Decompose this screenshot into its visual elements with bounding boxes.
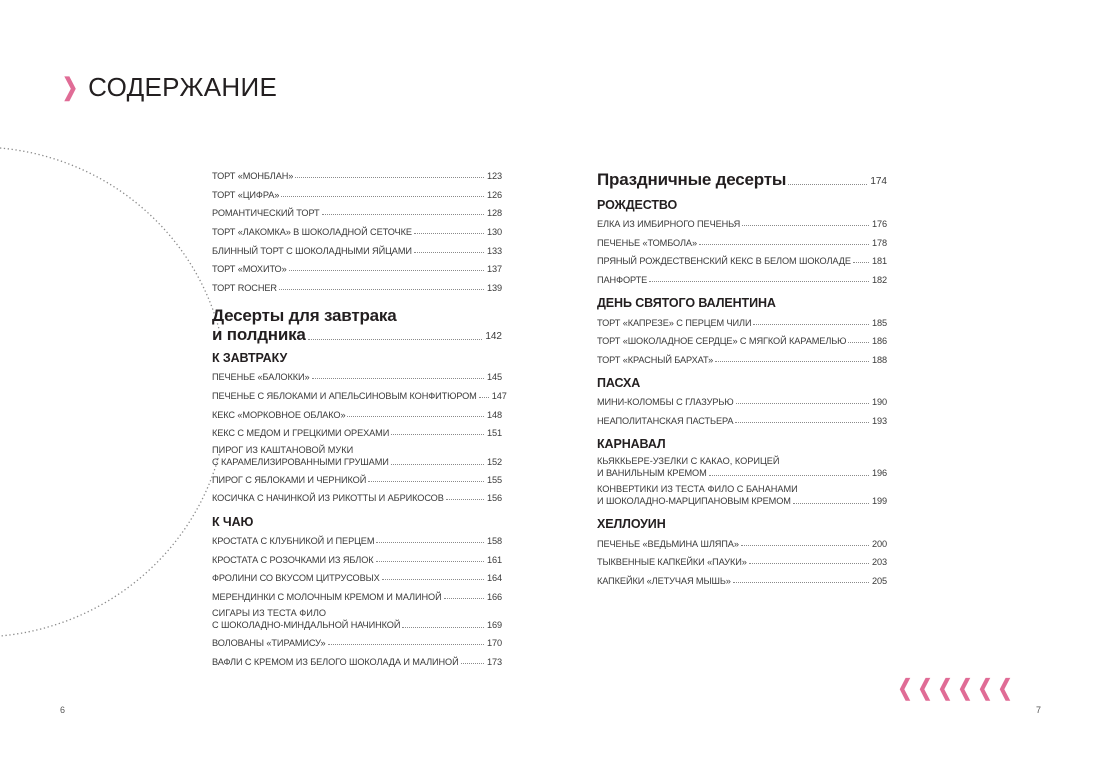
- entry-page-number: 123: [486, 171, 502, 182]
- entry-title: КЕКС «МОРКОВНОЕ ОБЛАКО»: [212, 409, 346, 420]
- toc-group-breakfast: [212, 368, 507, 508]
- leader-dots: [414, 233, 484, 234]
- left-page-number: 6: [60, 705, 66, 715]
- toc-right-column: [597, 170, 887, 590]
- toc-entry-row: [597, 467, 887, 479]
- entry-title: КАПКЕЙКИ «ЛЕТУЧАЯ МЫШЬ»: [597, 575, 731, 586]
- toc-entry[interactable]: [212, 443, 502, 471]
- entry-title: ПЕЧЕНЬЕ С ЯБЛОКАМИ И АПЕЛЬСИНОВЫМ КОНФИТЮРОМ: [212, 391, 477, 402]
- toc-entry-row: [212, 588, 502, 607]
- leader-dots: [376, 542, 484, 543]
- page-title: СОДЕРЖАНИЕ: [88, 72, 278, 102]
- entry-page-number: 181: [871, 256, 887, 267]
- decorative-dotted-arc: [0, 0, 220, 770]
- leader-dots: [322, 214, 484, 215]
- entry-title: БЛИННЫЙ ТОРТ С ШОКОЛАДНЫМИ ЯЙЦАМИ: [212, 245, 412, 256]
- entry-title: ПЕЧЕНЬЕ «ВЕДЬМИНА ШЛЯПА»: [597, 538, 739, 549]
- entry-title: ТОРТ «МОХИТО»: [212, 264, 287, 275]
- toc-group-easter: [597, 393, 887, 430]
- section-page: 174: [870, 176, 887, 187]
- leader-dots: [793, 503, 869, 504]
- toc-left-column: [212, 167, 507, 671]
- chevron-left-icon: ❮: [897, 675, 913, 700]
- entry-title: И ШОКОЛАДНО-МАРЦИПАНОВЫМ КРЕМОМ: [597, 496, 791, 507]
- leader-dots: [699, 244, 869, 245]
- leader-dots: [444, 598, 484, 599]
- toc-section-breakfast: [212, 306, 502, 344]
- leader-dots: [753, 324, 869, 325]
- toc-entry[interactable]: [597, 271, 887, 290]
- chevron-left-icon: ❮: [937, 675, 953, 700]
- entry-title-line1: КЬЯККЬЕРЕ-УЗЕЛКИ С КАКАО, КОРИЦЕЙ: [597, 456, 780, 467]
- entry-title: ЕЛКА ИЗ ИМБИРНОГО ПЕЧЕНЬЯ: [597, 219, 741, 230]
- leader-dots: [382, 579, 484, 580]
- right-page-number: 7: [1036, 705, 1042, 715]
- entry-page-number: 155: [486, 474, 502, 485]
- entry-title: МЕРЕНДИНКИ С МОЛОЧНЫМ КРЕМОМ И МАЛИНОЙ: [212, 591, 442, 602]
- leader-dots: [308, 339, 483, 340]
- entry-title: ПРЯНЫЙ РОЖДЕСТВЕНСКИЙ КЕКС В БЕЛОМ ШОКОЛАДЕ: [597, 256, 851, 267]
- entry-title-line1: ПИРОГ ИЗ КАШТАНОВОЙ МУКИ: [212, 444, 354, 455]
- entry-page-number: 200: [871, 538, 887, 549]
- toc-entry-row: [212, 489, 502, 508]
- entry-title: ВАФЛИ С КРЕМОМ ИЗ БЕЛОГО ШОКОЛАДА И МАЛИНОЙ: [212, 656, 459, 667]
- toc-entry-row: [597, 351, 887, 370]
- chevron-right-icon: ❯: [62, 73, 79, 101]
- leader-dots: [281, 196, 484, 197]
- toc-entry[interactable]: [212, 387, 507, 406]
- entry-page-number: 158: [486, 536, 502, 547]
- entry-page-number: 145: [486, 372, 502, 383]
- subsection-title: ПАСХА: [597, 376, 641, 391]
- leader-dots: [736, 403, 869, 404]
- entry-title: ТОРТ «МОНБЛАН»: [212, 171, 294, 182]
- entry-page-number: 126: [486, 189, 502, 200]
- toc-entry[interactable]: [597, 412, 887, 431]
- entry-page-number: 147: [491, 391, 507, 402]
- entry-title: ТОРТ «ШОКОЛАДНОЕ СЕРДЦЕ» С МЯГКОЙ КАРАМЕЛЬЮ: [597, 336, 847, 347]
- entry-page-number: 128: [486, 208, 502, 219]
- entry-title: И ВАНИЛЬНЫМ КРЕМОМ: [597, 468, 707, 479]
- toc-entry-row: [212, 424, 502, 443]
- entry-title: ПЕЧЕНЬЕ «ТОМБОЛА»: [597, 237, 697, 248]
- toc-entry-row: [597, 271, 887, 290]
- leader-dots: [391, 464, 484, 465]
- entry-page-number: 186: [871, 336, 887, 347]
- entry-page-number: 152: [486, 456, 502, 467]
- entry-title: ПЕЧЕНЬЕ «БАЛОККИ»: [212, 372, 310, 383]
- subsection-title: РОЖДЕСТВО: [597, 198, 678, 212]
- toc-group-tea: [212, 532, 502, 672]
- entry-title: МИНИ-КОЛОМБЫ С ГЛАЗУРЬЮ: [597, 397, 734, 408]
- toc-entry-row: [212, 456, 502, 468]
- toc-entry[interactable]: [212, 606, 502, 634]
- section-page: 142: [485, 331, 502, 343]
- toc-entry[interactable]: [212, 588, 502, 607]
- leader-dots: [848, 342, 869, 343]
- leader-dots: [733, 582, 869, 583]
- toc-entry-row: [212, 260, 502, 279]
- toc-entry[interactable]: [212, 424, 502, 443]
- leader-dots: [295, 177, 484, 178]
- toc-entry-row: [212, 550, 502, 569]
- toc-entry-row: [212, 405, 502, 424]
- toc-entry-row: [212, 186, 502, 205]
- entry-page-number: 173: [486, 656, 502, 667]
- chevron-left-icon: ❮: [957, 675, 973, 700]
- entry-page-number: 203: [871, 557, 887, 568]
- entry-title: ПИРОГ С ЯБЛОКАМИ И ЧЕРНИКОЙ: [212, 474, 367, 485]
- leader-dots: [649, 281, 869, 282]
- toc-entry[interactable]: [212, 260, 502, 279]
- leader-dots: [741, 545, 869, 546]
- toc-entry[interactable]: [597, 393, 887, 412]
- entry-title: ТОРТ «КРАСНЫЙ БАРХАТ»: [597, 354, 714, 365]
- entry-page-number: 178: [871, 237, 887, 248]
- toc-entry[interactable]: [597, 215, 887, 234]
- leader-dots: [376, 561, 484, 562]
- toc-entry-row: [597, 412, 887, 431]
- section-title-line1: Десерты для завтрака: [212, 306, 397, 326]
- entry-title-line1: КОНВЕРТИКИ ИЗ ТЕСТА ФИЛО С БАНАНАМИ: [597, 484, 798, 495]
- toc-entry-row: [212, 634, 502, 653]
- leader-dots: [347, 416, 483, 417]
- subsection-title: К ЗАВТРАКУ: [212, 351, 288, 366]
- toc-entry[interactable]: [212, 204, 502, 223]
- toc-entry[interactable]: [597, 313, 887, 332]
- toc-entry-row: [212, 653, 502, 672]
- leader-dots: [735, 422, 869, 423]
- entry-title: ПАНФОРТЕ: [597, 275, 648, 286]
- toc-entry-row: [212, 471, 502, 490]
- toc-entry-row: [597, 534, 887, 553]
- entry-page-number: 148: [486, 409, 502, 420]
- leader-dots: [402, 627, 484, 628]
- toc-entry[interactable]: [212, 569, 502, 588]
- toc-entry-row: [597, 313, 887, 332]
- entry-page-number: 193: [871, 416, 887, 427]
- entry-title: ВОЛОВАНЫ «ТИРАМИСУ»: [212, 638, 326, 649]
- toc-entry[interactable]: [597, 332, 887, 351]
- toc-entry-row: [597, 252, 887, 271]
- leader-dots: [446, 499, 484, 500]
- toc-section-row[interactable]: [597, 170, 887, 189]
- toc-entry-row: [212, 204, 502, 223]
- entry-title: ТОРТ «ЛАКОМКА» В ШОКОЛАДНОЙ СЕТОЧКЕ: [212, 227, 412, 238]
- entry-page-number: 139: [486, 282, 502, 293]
- toc-entry[interactable]: [212, 186, 502, 205]
- entry-page-number: 169: [486, 620, 502, 631]
- toc-entry-row: [212, 241, 502, 260]
- entry-title: КЕКС С МЕДОМ И ГРЕЦКИМИ ОРЕХАМИ: [212, 428, 390, 439]
- entry-page-number: 133: [486, 245, 502, 256]
- entry-title: КРОСТАТА С РОЗОЧКАМИ ИЗ ЯБЛОК: [212, 554, 374, 565]
- chevron-left-icon: ❮: [977, 675, 993, 700]
- entry-title: С ШОКОЛАДНО-МИНДАЛЬНОЙ НАЧИНКОЙ: [212, 620, 401, 631]
- toc-entry[interactable]: [212, 471, 502, 490]
- subsection-title: ХЕЛЛОУИН: [597, 517, 666, 532]
- toc-entry[interactable]: [212, 550, 502, 569]
- toc-entry-row: [597, 572, 887, 591]
- entry-page-number: 137: [486, 264, 502, 275]
- leader-dots: [414, 252, 484, 253]
- toc-entry[interactable]: [212, 489, 502, 508]
- decorative-chevrons: [896, 677, 1012, 699]
- leader-dots: [853, 262, 869, 263]
- toc-entry[interactable]: [597, 351, 887, 370]
- leader-dots: [312, 378, 484, 379]
- toc-group-top: [212, 167, 502, 297]
- toc-entry[interactable]: [597, 572, 887, 591]
- toc-entry[interactable]: [212, 532, 502, 551]
- entry-page-number: 188: [871, 354, 887, 365]
- toc-entry[interactable]: [597, 482, 887, 510]
- toc-entry[interactable]: [212, 405, 502, 424]
- toc-entry[interactable]: [212, 653, 502, 672]
- entry-title: ФРОЛИНИ СО ВКУСОМ ЦИТРУСОВЫХ: [212, 573, 380, 584]
- chevron-left-icon: ❮: [997, 675, 1013, 700]
- entry-title: КРОСТАТА С КЛУБНИКОЙ И ПЕРЦЕМ: [212, 536, 375, 547]
- toc-entry[interactable]: [597, 234, 887, 253]
- toc-entry-row: [212, 387, 507, 406]
- toc-entry[interactable]: [597, 252, 887, 271]
- toc-entry[interactable]: [597, 454, 887, 482]
- page-header: [60, 72, 277, 103]
- section-title: Праздничные десерты: [597, 170, 787, 189]
- entry-page-number: 176: [871, 219, 887, 230]
- toc-entry[interactable]: [212, 167, 502, 186]
- leader-dots: [279, 289, 484, 290]
- toc-entry[interactable]: [212, 279, 502, 298]
- leader-dots: [709, 475, 869, 476]
- entry-page-number: 166: [486, 591, 502, 602]
- leader-dots: [328, 644, 484, 645]
- leader-dots: [715, 361, 869, 362]
- entry-page-number: 156: [486, 493, 502, 504]
- entry-page-number: 161: [486, 554, 502, 565]
- entry-page-number: 164: [486, 573, 502, 584]
- toc-entry[interactable]: [212, 634, 502, 653]
- toc-section-row[interactable]: [212, 325, 502, 344]
- entry-title: ТОРТ ROCHER: [212, 282, 277, 293]
- entry-page-number: 182: [871, 275, 887, 286]
- toc-entry-row: [212, 167, 502, 186]
- entry-page-number: 205: [871, 575, 887, 586]
- entry-page-number: 130: [486, 227, 502, 238]
- entry-title: ТОРТ «КАПРЕЗЕ» С ПЕРЦЕМ ЧИЛИ: [597, 317, 752, 328]
- entry-page-number: 190: [871, 397, 887, 408]
- leader-dots: [742, 225, 869, 226]
- toc-group-christmas: [597, 215, 887, 289]
- toc-entry[interactable]: [597, 553, 887, 572]
- leader-dots: [368, 481, 484, 482]
- section-title-line2: и полдника: [212, 325, 306, 345]
- toc-entry-row: [597, 234, 887, 253]
- toc-entry-row: [212, 532, 502, 551]
- entry-page-number: 196: [871, 468, 887, 479]
- leader-dots: [749, 563, 869, 564]
- toc-entry[interactable]: [212, 223, 502, 242]
- toc-entry-row: [597, 332, 887, 351]
- entry-title: ТЫКВЕННЫЕ КАПКЕЙКИ «ПАУКИ»: [597, 557, 747, 568]
- subsection-title: КАРНАВАЛ: [597, 437, 666, 452]
- chevron-left-icon: ❮: [917, 675, 933, 700]
- leader-dots: [289, 270, 484, 271]
- toc-entry[interactable]: [212, 368, 502, 387]
- entry-title-line1: СИГАРЫ ИЗ ТЕСТА ФИЛО: [212, 608, 327, 619]
- entry-page-number: 199: [871, 496, 887, 507]
- toc-entry-row: [212, 368, 502, 387]
- leader-dots: [788, 184, 867, 185]
- entry-title: РОМАНТИЧЕСКИЙ ТОРТ: [212, 208, 320, 219]
- leader-dots: [479, 397, 489, 398]
- toc-entry-row: [597, 393, 887, 412]
- toc-entry[interactable]: [212, 241, 502, 260]
- toc-entry-row: [597, 553, 887, 572]
- toc-group-valentine: [597, 313, 887, 369]
- toc-entry-row: [212, 569, 502, 588]
- toc-entry[interactable]: [597, 534, 887, 553]
- toc-entry-row: [212, 619, 502, 631]
- subsection-title: ДЕНЬ СВЯТОГО ВАЛЕНТИНА: [597, 296, 776, 311]
- entry-title: С КАРАМЕЛИЗИРОВАННЫМИ ГРУШАМИ: [212, 456, 389, 467]
- leader-dots: [461, 663, 484, 664]
- toc-entry-row: [212, 279, 502, 298]
- toc-entry-row: [597, 215, 887, 234]
- subsection-title: К ЧАЮ: [212, 514, 254, 529]
- entry-page-number: 170: [486, 638, 502, 649]
- entry-page-number: 185: [871, 317, 887, 328]
- toc-group-carnival: [597, 454, 887, 510]
- toc-entry-row: [597, 495, 887, 507]
- toc-entry-row: [212, 223, 502, 242]
- entry-title: ТОРТ «ЦИФРА»: [212, 189, 280, 200]
- leader-dots: [391, 434, 484, 435]
- entry-title: КОСИЧКА С НАЧИНКОЙ ИЗ РИКОТТЫ И АБРИКОСОВ: [212, 493, 444, 504]
- toc-group-halloween: [597, 534, 887, 590]
- entry-page-number: 151: [486, 428, 502, 439]
- entry-title: НЕАПОЛИТАНСКАЯ ПАСТЬЕРА: [597, 416, 734, 427]
